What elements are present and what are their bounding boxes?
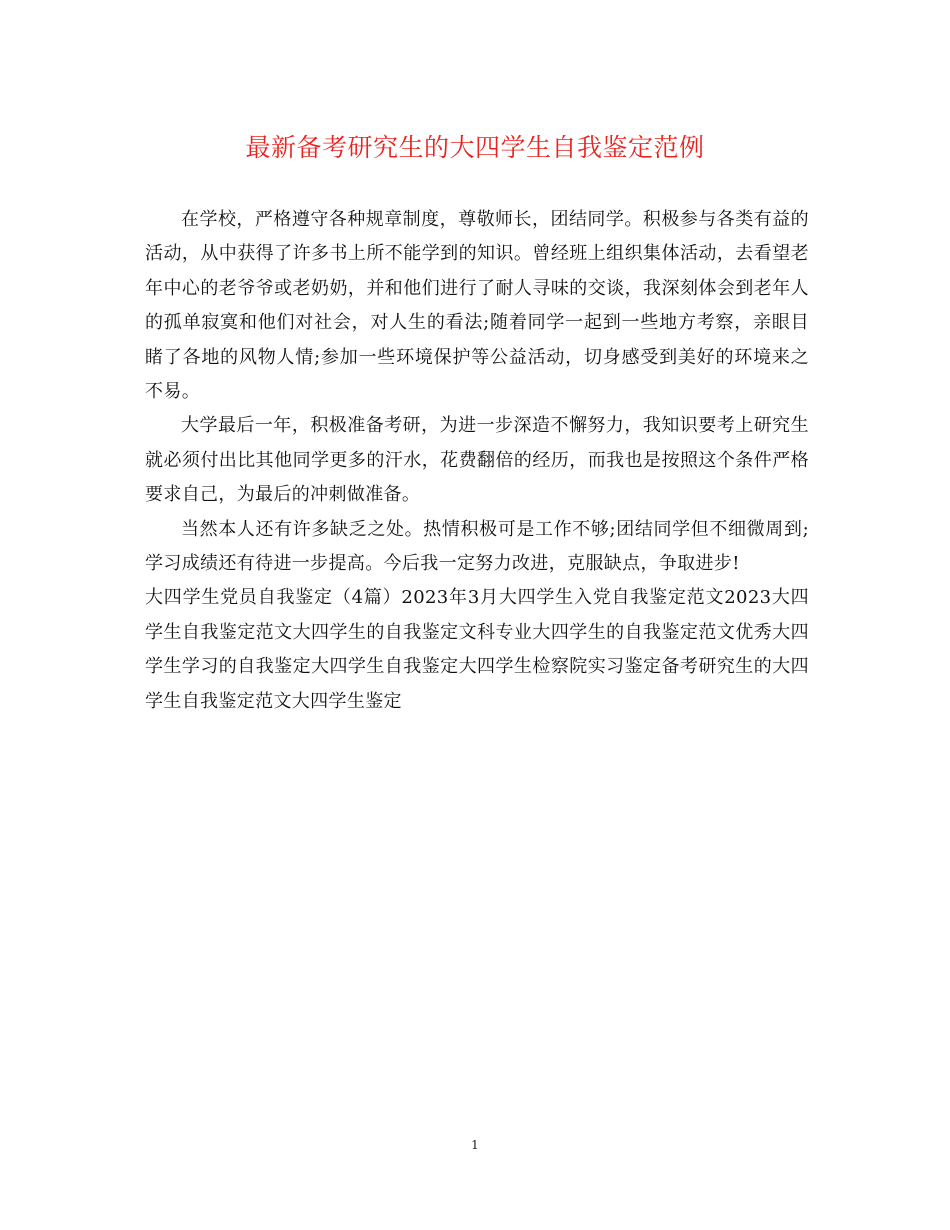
paragraph-shortcomings: 当然本人还有许多缺乏之处。热情积极可是工作不够;团结同学但不细微周到;学习成绩还有待进一步提高。今后我一定努力改进，克服缺点，争取进步!: [145, 518, 809, 575]
paragraph-exam-preparation: 大学最后一年，积极准备考研，为进一步深造不懈努力，我知识要考上研究生就必须付出比其他同学更多的汗水，花费翻倍的经历，而我也是按照这个条件严格要求自己，为最后的冲刺做准备。: [145, 415, 809, 506]
paragraph-school-life: 在学校，严格遵守各种规章制度，尊敬师长，团结同学。积极参与各类有益的活动，从中获得了许多书上所不能学到的知识。曾经班上组织集体活动，去看望老年中心的老爷爷或老奶奶，并和他们进行了耐人寻味的交谈，我深刻体会到老年人的孤单寂寞和他们对社会，对人生的看法;随着同学一起到一些地方考察，亲眼目睹了各地的风物人情;参加一些环境保护等公益活动，切身感受到美好的环境来之不易。: [145, 209, 809, 403]
related-articles-text: 大四学生党员自我鉴定（4篇）2023年3月大四学生入党自我鉴定范文2023大四学生自我鉴定范文大四学生的自我鉴定文科专业大四学生的自我鉴定范文优秀大四学生学习的自我鉴定大四学生自我鉴定大四学生检察院实习鉴定备考研究生的大四学生自我鉴定范文大四学生鉴定: [145, 587, 809, 712]
document-body: [145, 203, 809, 719]
page-number: 1: [471, 1138, 479, 1152]
document-title: 最新备考研究生的大四学生自我鉴定范例: [245, 133, 705, 162]
